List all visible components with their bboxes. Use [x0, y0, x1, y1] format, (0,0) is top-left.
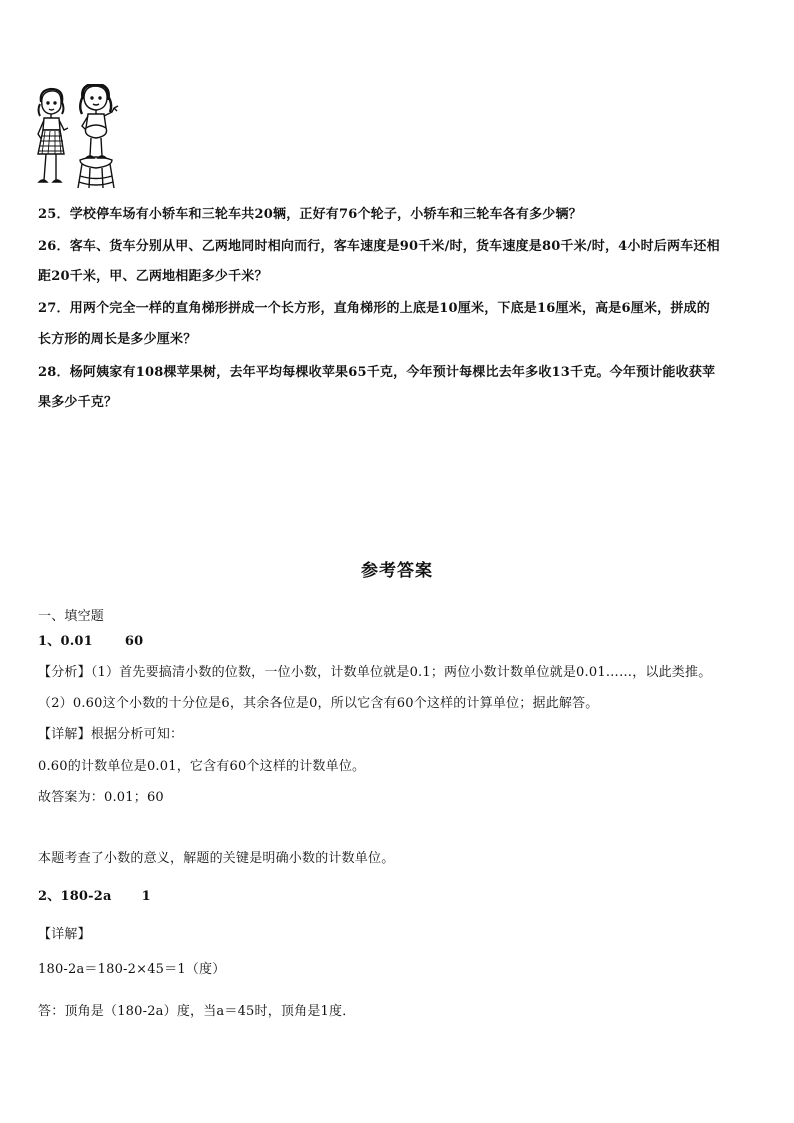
question-27-text-line1: 用两个完全一样的直角梯形拼成一个长方形，直角梯形的上底是10厘米，下底是16厘米，高是6厘米，拼成的 — [69, 301, 710, 316]
question-26-text-line2: 距20千米，甲、乙两地相距多少千米？ — [38, 269, 268, 284]
question-26-text-line1: 客车、货车分别从甲、乙两地同时相向而行，客车速度是90千米/时，货车速度是80千米/时，4小时后两车还相 — [69, 239, 720, 254]
answer-2-header — [38, 888, 151, 906]
question-28-number: 28． — [38, 365, 70, 380]
answer-1-detail — [38, 726, 183, 744]
analysis-text-1: （1）首先要搞清小数的位数，一位小数，计数单位就是0.1；两位小数计数单位就是0.01……，以此类推。 — [90, 665, 712, 680]
question-28 — [38, 364, 715, 382]
answer-2-label: 2、180-2a — [38, 889, 112, 904]
detail-tag: 【详解】 — [38, 727, 91, 742]
answers-title: 参考答案 — [361, 561, 433, 581]
question-28-continued — [38, 394, 117, 412]
answer-1-value2: 60 — [124, 634, 144, 649]
question-28-text-line1: 杨阿姨家有108棵苹果树，去年平均每棵收苹果65千克，今年预计每棵比去年多收13千克。今年预计能收获苹 — [69, 365, 716, 380]
question-27-text-line2: 长方形的周长是多少厘米？ — [38, 332, 197, 347]
question-27 — [38, 300, 710, 318]
answer-2-calculation: 180-2a＝180-2×45＝1（度） — [38, 962, 226, 977]
answer-1-detail-line: 0.60的计数单位是0.01，它含有60个这样的计数单位。 — [38, 759, 366, 774]
answer-2-detail-tag: 【详解】 — [38, 927, 91, 942]
question-26-number: 26． — [38, 239, 70, 254]
answer-1-header — [38, 633, 143, 651]
analysis-tag: 【分析】 — [38, 665, 91, 680]
question-27-number: 27． — [38, 301, 70, 316]
answer-1-analysis-line2: （2）0.60这个小数的十分位是6，其余各位是0，所以它含有60个这样的计算单位；据此解答。 — [38, 696, 599, 711]
answer-1-comment: 本题考查了小数的意义，解题的关键是明确小数的计数单位。 — [38, 851, 395, 866]
answer-1-label: 1、0.01 — [38, 634, 93, 649]
answer-2-final-answer: 答：顶角是（180-2a）度，当a＝45时，顶角是1度． — [38, 1004, 356, 1019]
section-heading: 一、填空题 — [38, 609, 105, 624]
question-25 — [38, 206, 582, 224]
question-26-continued — [38, 268, 268, 286]
question-25-text: 学校停车场有小轿车和三轮车共20辆，正好有76个轮子，小轿车和三轮车各有多少辆？ — [69, 207, 582, 222]
two-girls-illustration — [34, 84, 120, 194]
detail-text: 根据分析可知： — [90, 727, 184, 742]
answer-2-value2: 1 — [141, 889, 151, 904]
answer-1-conclusion: 故答案为：0.01；60 — [38, 790, 164, 805]
question-26 — [38, 238, 720, 256]
answer-1-analysis-line1 — [38, 664, 711, 682]
question-25-number: 25． — [38, 207, 70, 222]
question-28-text-line2: 果多少千克？ — [38, 395, 118, 410]
question-27-continued — [38, 331, 196, 349]
